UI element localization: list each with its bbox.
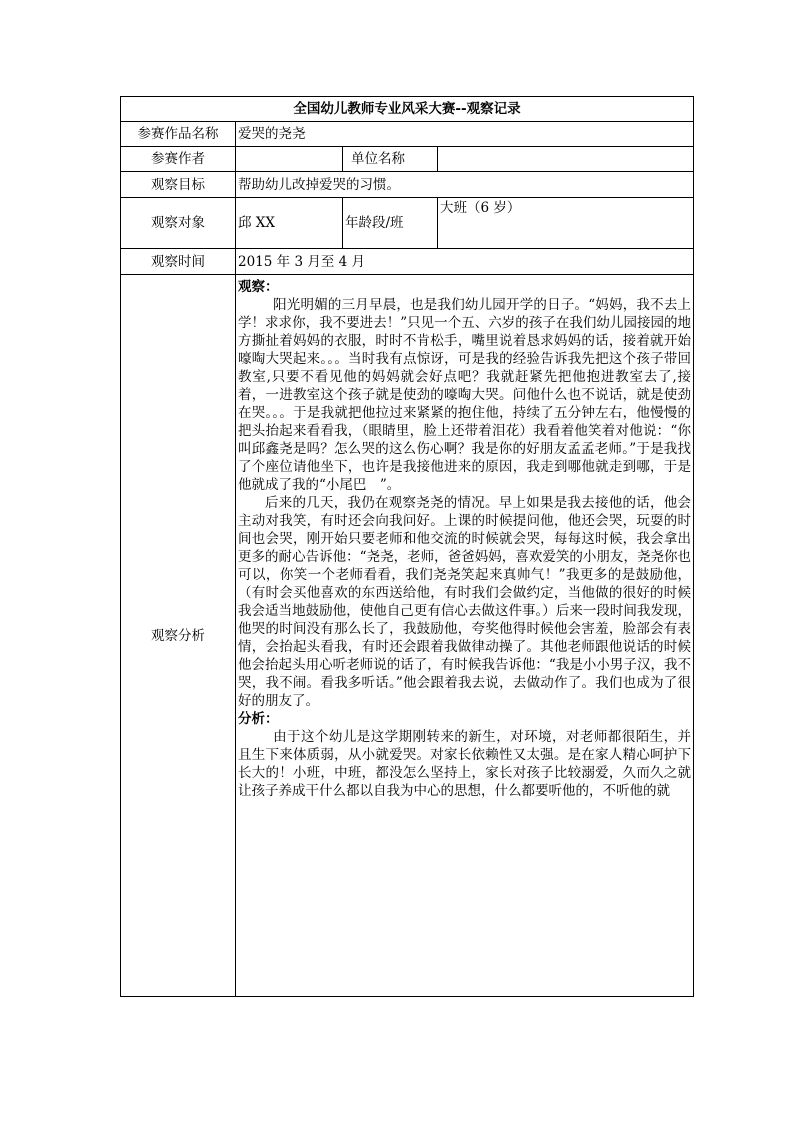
observation-record-page — [120, 96, 693, 997]
subject-label: 观察对象 — [121, 198, 236, 249]
analysis-paragraph: 由于这个幼儿是这学期刚转来的新生，对环境，对老师都很陌生，并且生下来体质弱，从小就爱哭。对家长依赖性又太强。是在家人精心呵护下长大的！小班，中班，都没怎么坚持上，家长对孩子比较溺爱，久而久之就让孩子养成干什么都以自我为中心的思想，什么都要听他的，不听他的就 — [238, 729, 692, 799]
goal-label: 观察目标 — [121, 172, 236, 198]
unit-label: 单位名称 — [343, 147, 438, 172]
time-value: 2015 年 3 月至 4 月 — [236, 249, 694, 275]
record-title: 全国幼儿教师专业风采大赛--观察记录 — [121, 97, 694, 122]
author-label: 参赛作者 — [121, 147, 236, 172]
age-class-value: 大班（6 岁） — [438, 198, 694, 249]
goal-value: 帮助幼儿改掉爱哭的习惯。 — [236, 172, 694, 198]
age-class-label: 年龄段/班 — [343, 198, 438, 249]
observation-analysis-content — [236, 275, 694, 997]
work-name-value: 爱哭的尧尧 — [236, 122, 694, 147]
observation-record-table — [120, 96, 694, 997]
observation-heading: 观察： — [238, 279, 279, 295]
subject-value: 邱 XX — [236, 198, 343, 249]
observation-paragraph: 后来的几天，我仍在观察尧尧的情况。早上如果是我去接他的话，他会主动对我笑，有时还会向我问好。上课的时候提问他，他还会哭，玩耍的时间也会哭，刚开始只要老师和他交流的时候就会哭，每每这时候，我会拿出更多的耐心告诉他：“尧尧，老师，爸爸妈妈，喜欢爱笑的小朋友，尧尧你也可以，你笑一个老师看看，我们尧尧笑起来真帅气！”我更多的是鼓励他，（有时会买他喜欢的东西送给他，有时我们会做约定，当他做的很好的时候我会适当地鼓励他，使他自己更有信心去做这件事。）后来一段时间我发现，他哭的时间没有那么长了，我鼓励他，夸奖他得时候他会害羞，脸部会有表情，会抬起头看我，有时还会跟着我做律动操了。其他老师跟他说话的时候他会抬起头用心听老师说的话了，有时候我告诉他：“我是小小男子汉，我不哭，我不闹。看我多听话。”他会跟着我去说，去做动作了。我们也成为了很好的朋友了。 — [238, 495, 692, 709]
analysis-label: 观察分析 — [121, 275, 236, 997]
analysis-heading: 分析： — [238, 711, 279, 727]
unit-value — [438, 147, 694, 172]
author-value — [236, 147, 343, 172]
time-label: 观察时间 — [121, 249, 236, 275]
work-name-label: 参赛作品名称 — [121, 122, 236, 147]
observation-paragraph: 阳光明媚的三月早晨，也是我们幼儿园开学的日子。“妈妈，我不去上学！求求你，我不要进去！”只见一个五、六岁的孩子在我们幼儿园接园的地方撕扯着妈妈的衣服，时时不肯松手，嘴里说着恳求妈妈的话，接着就开始嚎啕大哭起来。。。当时我有点惊讶，可是我的经验告诉我先把这个孩子带回教室,只要不看见他的妈妈就会好点吧？我就赶紧先把他抱进教室去了,接着，一进教室这个孩子就是使劲的嚎啕大哭。问他什么也不说话，就是使劲在哭。。。于是我就把他拉过来紧紧的抱住他，持续了五分钟左右，他慢慢的把头抬起来看看我，（眼睛里，脸上还带着泪花）我看着他笑着对他说：“你叫邱鑫尧是吗？怎么哭的这么伤心啊？我是你的好朋友孟孟老师。”于是我找了个座位请他坐下，也许是我接他进来的原因，我走到哪他就走到哪，于是他就成了我的“小尾巴 ”。 — [238, 297, 692, 493]
